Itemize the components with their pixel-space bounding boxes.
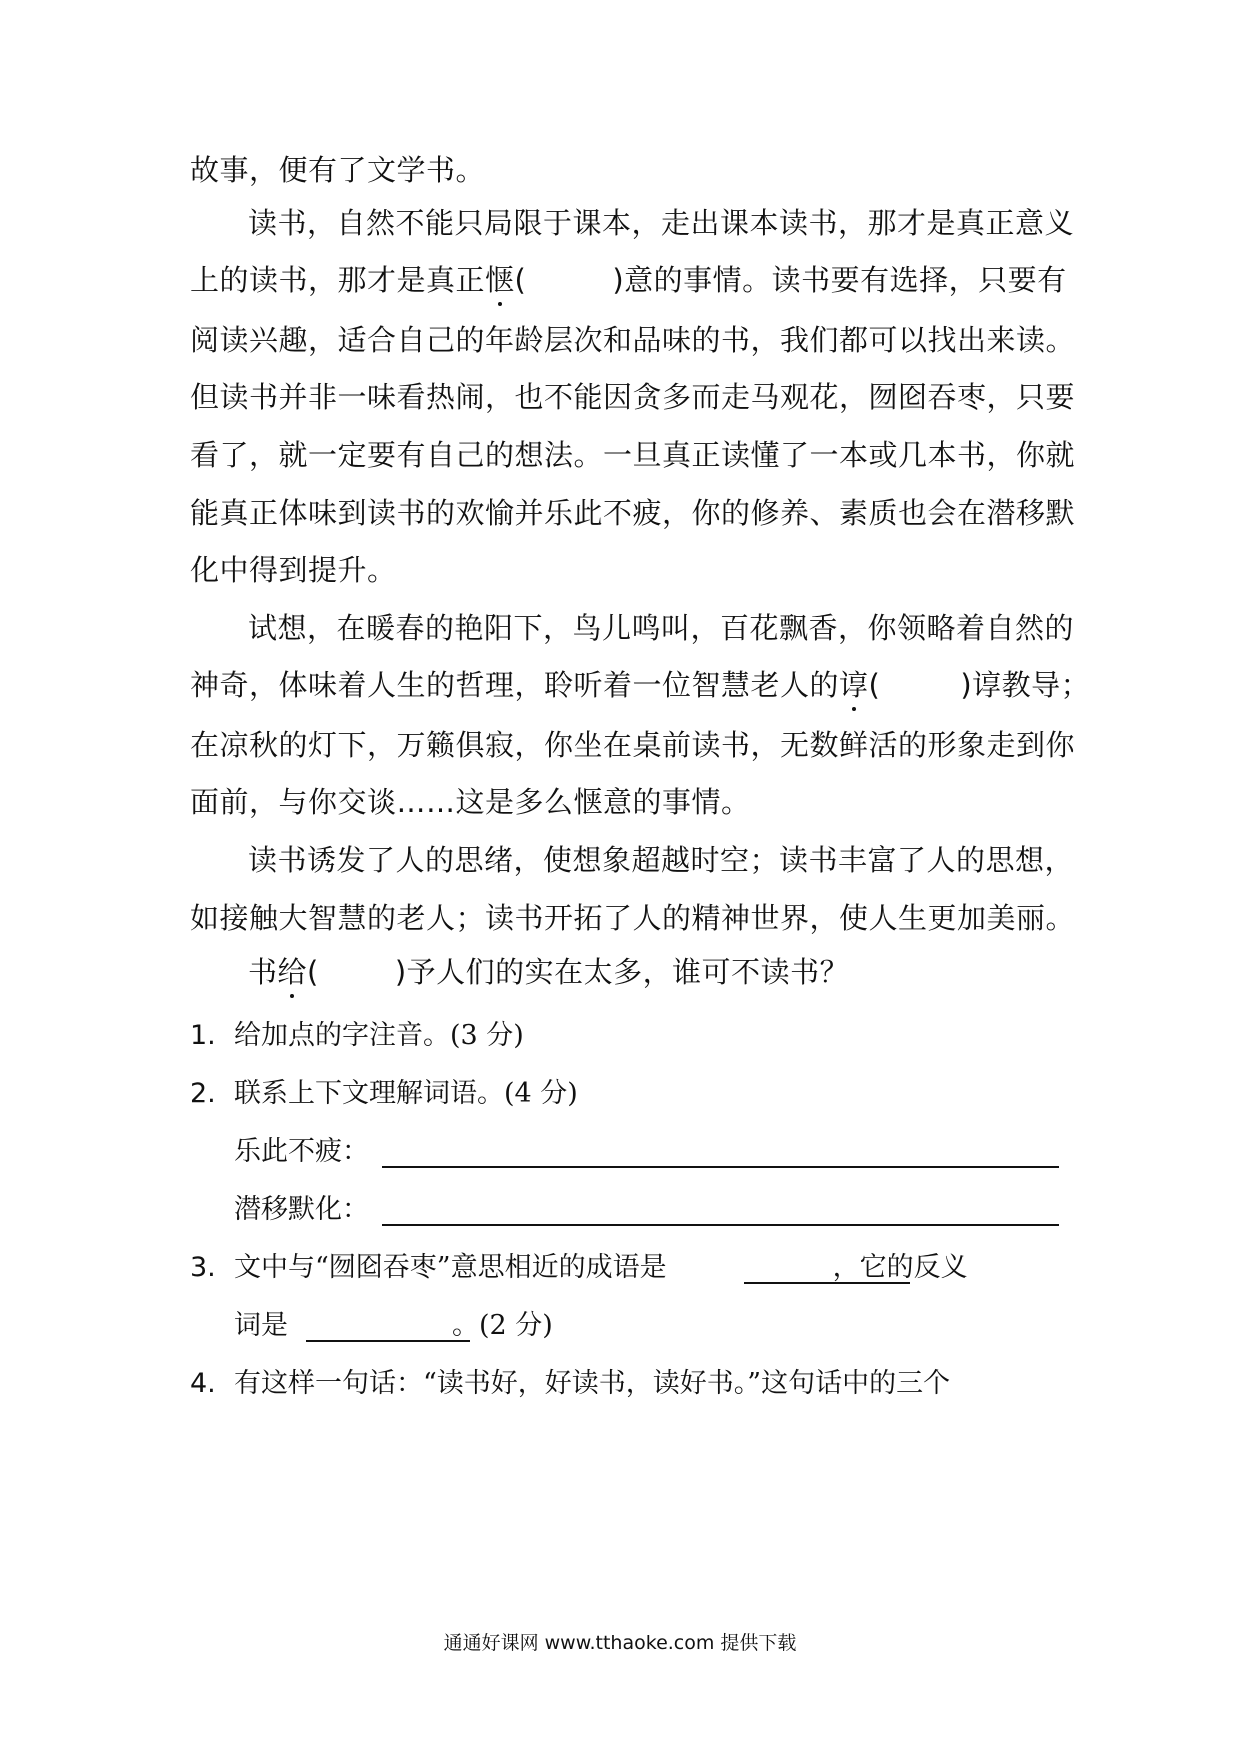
passage-line: 但读书并非一味看热闹，也不能因贪多而走马观花，囫囵吞枣，只要: [190, 380, 1076, 414]
passage-line: 在凉秋的灯下，万籁俱寂，你坐在桌前读书，无数鲜活的形象走到你: [190, 728, 1076, 762]
dotted-character: 惬: [485, 260, 515, 300]
passage-line: 化中得到提升。: [190, 553, 397, 587]
page-footer: 通通好课网 www.tthaoke.com 提供下载: [443, 1632, 797, 1654]
passage-line: 阅读兴趣，适合自己的年龄层次和品味的书，我们都可以找出来读。: [190, 323, 1076, 357]
answer-line[interactable]: [382, 1224, 1059, 1226]
dotted-character: 谆: [839, 665, 869, 705]
question-text: 词是: [234, 1310, 288, 1341]
passage-line: 故事，便有了文学书。: [190, 153, 486, 187]
q2-item-label: 潜移默化：: [234, 1194, 369, 1225]
question-number: 2.: [190, 1078, 216, 1109]
passage-line: 试想，在暖春的艳阳下，鸟儿鸣叫，百花飘香，你领略着自然的: [248, 611, 1075, 645]
passage-text: )予人们的实在太多，谁可不读书？: [394, 955, 850, 989]
passage-text: 上的读书，那才是真正: [190, 263, 486, 297]
passage-text: 书: [248, 955, 278, 989]
question-4: [190, 1364, 950, 1404]
bracket-open: (: [868, 668, 881, 702]
passage-line: 读书，自然不能只局限于课本，走出课本读书，那才是真正意义: [248, 206, 1075, 240]
q2-item-label: 乐此不疲：: [234, 1136, 369, 1167]
question-number: 4.: [190, 1368, 216, 1399]
question-text: 文中与“囫囵吞枣”意思相近的成语是: [234, 1252, 667, 1283]
passage-line: 读书诱发了人的思绪，使想象超越时空；读书丰富了人的思想，: [248, 843, 1075, 877]
passage-line: [190, 665, 1091, 705]
bracket-open: (: [307, 955, 319, 989]
question-text: 有这样一句话：“读书好，好读书，读好书。”这句话中的三个: [234, 1368, 951, 1399]
question-text: 。(2 分): [452, 1310, 553, 1341]
passage-line: 如接触大智慧的老人；读书开拓了人的精神世界，使人生更加美丽。: [190, 901, 1076, 935]
question-number: 3.: [190, 1252, 216, 1283]
passage-text: )意的事情。读书要有选择，只要有: [612, 263, 1067, 297]
passage-line: 能真正体味到读书的欢愉并乐此不疲，你的修养、素质也会在潜移默: [190, 496, 1076, 530]
answer-line[interactable]: [306, 1340, 470, 1342]
passage-line: 面前，与你交谈……这是多么惬意的事情。: [190, 785, 751, 819]
passage-line: 看了，就一定要有自己的想法。一旦真正读懂了一本或几本书，你就: [190, 438, 1076, 472]
dotted-character: 给: [278, 952, 308, 992]
passage-text: 神奇，体味着人生的哲理，聆听着一位智慧老人的: [190, 668, 840, 702]
answer-line[interactable]: [382, 1166, 1059, 1168]
bracket-open: (: [514, 263, 527, 297]
question-text: ，它的反义: [832, 1252, 968, 1283]
passage-text: )谆教导；: [960, 668, 1091, 702]
question-2: [190, 1074, 578, 1114]
question-number: 1.: [190, 1020, 216, 1051]
passage-line: [248, 952, 1060, 992]
question-text: 给加点的字注音。(3 分): [234, 1020, 524, 1051]
answer-line[interactable]: [744, 1282, 910, 1284]
question-1: [190, 1016, 524, 1056]
question-text: 联系上下文理解词语。(4 分): [234, 1078, 578, 1109]
passage-line: [190, 260, 1067, 300]
